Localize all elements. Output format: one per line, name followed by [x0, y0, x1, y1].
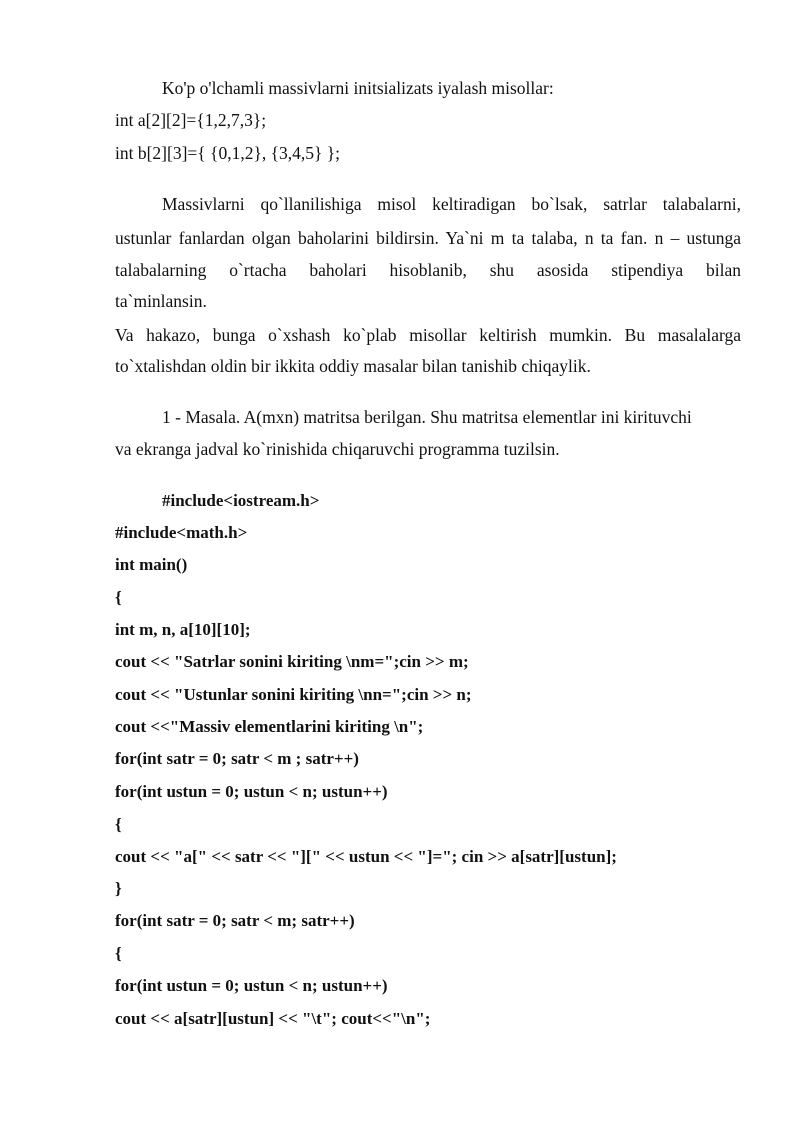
code-line-4: {	[115, 588, 122, 607]
paragraph1-line-1: Massivlarni qo`llanilishiga misol keltiradigan bo`lsak, satrlar talabalarni,	[162, 194, 741, 214]
intro-heading: Ko'p o'lchamli massivlarni initsializats iyalash misollar:	[162, 78, 554, 98]
example-line-2: int b[2][3]={ {0,1,2}, {3,4,5} };	[115, 143, 341, 163]
paragraph1-line-5: Va hakazo, bunga o`xshash ko`plab misollar keltirish mumkin. Bu masalalarga	[115, 325, 741, 345]
code-line-17: cout << a[satr][ustun] << "\t"; cout<<"\n";	[115, 1009, 431, 1028]
code-line-10: for(int ustun = 0; ustun < n; ustun++)	[115, 782, 388, 801]
code-line-14: for(int satr = 0; satr < m; satr++)	[115, 911, 355, 930]
code-line-5: int m, n, a[10][10];	[115, 620, 251, 639]
paragraph1-line-2: ustunlar fanlardan olgan baholarini bildirsin. Ya`ni m ta talaba, n ta fan. n – ustunga	[115, 228, 741, 248]
paragraph1-line-3: talabalarning o`rtacha baholari hisoblanib, shu asosida stipendiya bilan	[115, 260, 741, 280]
paragraph1-line-6: to`xtalishdan oldin bir ikkita oddiy masalar bilan tanishib chiqaylik.	[115, 356, 591, 376]
code-line-16: for(int ustun = 0; ustun < n; ustun++)	[115, 976, 388, 995]
code-line-9: for(int satr = 0; satr < m ; satr++)	[115, 749, 359, 768]
code-line-13: }	[115, 879, 122, 898]
paragraph1-line-4: ta`minlansin.	[115, 291, 207, 311]
code-line-6: cout << "Satrlar sonini kiriting \nm=";cin >> m;	[115, 652, 469, 671]
code-line-8: cout <<"Massiv elementlarini kiriting \n";	[115, 717, 424, 736]
code-line-15: {	[115, 944, 122, 963]
task-line-1: 1 - Masala. A(mxn) matritsa berilgan. Shu matritsa elementlar ini kirituvchi	[162, 407, 692, 427]
code-line-3: int main()	[115, 555, 188, 574]
example-line-1: int a[2][2]={1,2,7,3};	[115, 110, 267, 130]
code-line-2: #include<math.h>	[115, 523, 248, 542]
task-line-2: va ekranga jadval ko`rinishida chiqaruvchi programma tuzilsin.	[115, 439, 560, 459]
code-line-1: #include<iostream.h>	[162, 491, 320, 510]
code-line-12: cout << "a[" << satr << "][" << ustun << "]="; cin >> a[satr][ustun];	[115, 847, 617, 866]
code-line-11: {	[115, 815, 122, 834]
code-line-7: cout << "Ustunlar sonini kiriting \nn=";cin >> n;	[115, 685, 472, 704]
